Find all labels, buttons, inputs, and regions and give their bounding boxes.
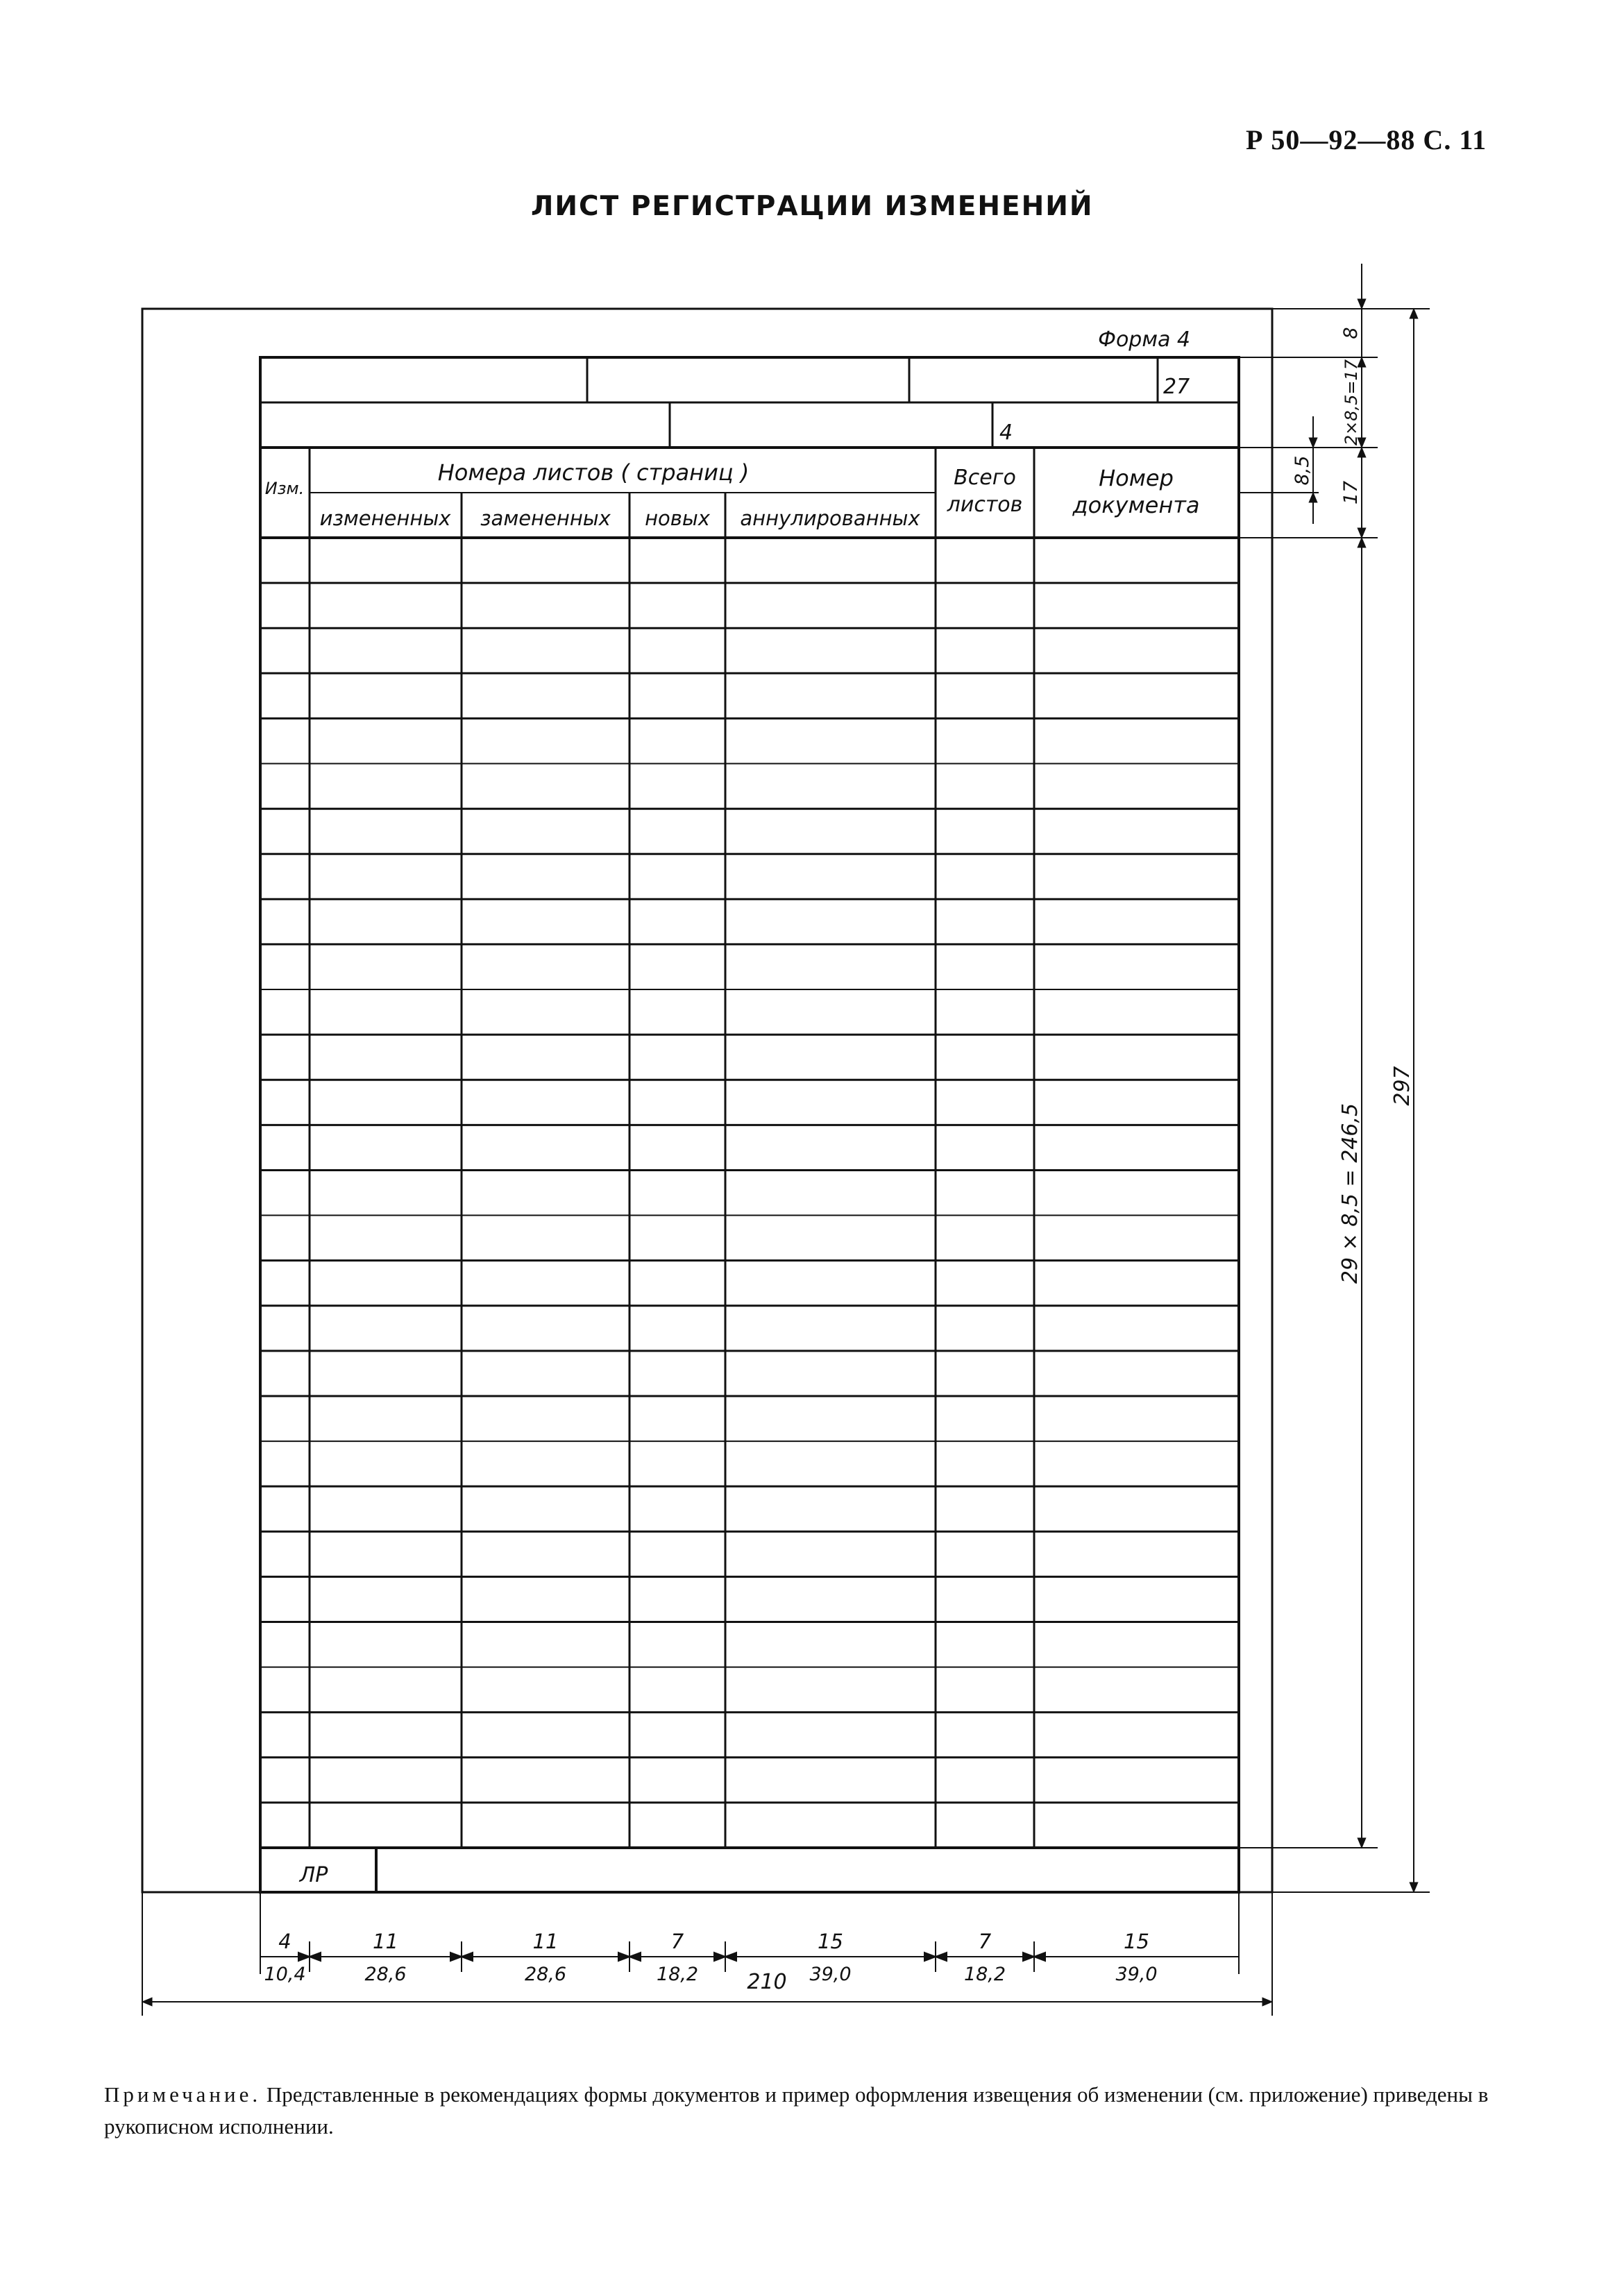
top-row-number: 27 <box>1163 375 1190 399</box>
header-replaced: замененных <box>480 507 611 530</box>
dim-top-8: 8 <box>1340 327 1362 339</box>
dim-total-297: 297 <box>1390 1066 1414 1106</box>
column-width-scaled: 28,6 <box>364 1964 407 1985</box>
column-width-scaled: 39,0 <box>809 1964 852 1985</box>
column-width-mm: 11 <box>373 1930 398 1953</box>
bottom-dimensions <box>142 1892 1272 2016</box>
header-sheet-numbers-group: Номера листов ( страниц ) <box>437 459 750 486</box>
header-doc-line1: Номер <box>1099 465 1174 491</box>
dim-total-210: 210 <box>747 1970 787 1994</box>
form-label: Форма 4 <box>1098 328 1190 352</box>
dim-body: 29 × 8,5 = 246,5 <box>1338 1103 1362 1284</box>
header-total-line1: Всего <box>954 466 1016 490</box>
footer-label: ЛР <box>299 1863 328 1887</box>
header-new: новых <box>645 507 710 530</box>
bottom-ticks <box>260 1941 1239 1972</box>
column-width-mm: 15 <box>1124 1930 1149 1953</box>
column-width-mm: 7 <box>978 1930 992 1953</box>
header-total-line2: листов <box>947 493 1023 517</box>
footnote-label: Примечание. <box>104 2082 262 2107</box>
table-rows <box>260 583 1239 1803</box>
header-izm: Изм. <box>264 479 305 498</box>
column-width-mm: 4 <box>278 1930 291 1953</box>
dim-header-rows: 2×8,5=17 <box>1342 359 1361 446</box>
column-width-scaled: 28,6 <box>524 1964 567 1985</box>
footnote-text: Представленные в рекомендациях формы документов и пример оформления извещения об изменении (см. приложение) приведены в рукописном исполнении. <box>104 2082 1489 2138</box>
header-doc-line2: документа <box>1072 492 1200 518</box>
bottom-dimension-labels <box>264 1930 1157 1994</box>
second-row-number: 4 <box>999 420 1013 445</box>
column-width-mm: 7 <box>670 1930 684 1953</box>
dim-header-17: 17 <box>1340 480 1362 505</box>
column-width-scaled: 39,0 <box>1115 1964 1158 1985</box>
column-width-mm: 11 <box>532 1930 559 1953</box>
column-width-scaled: 18,2 <box>963 1964 1006 1985</box>
footnote <box>104 2079 1534 2143</box>
header-changed: измененных <box>319 507 451 530</box>
column-width-scaled: 10,4 <box>264 1964 306 1985</box>
dim-row-height: 8,5 <box>1292 455 1313 486</box>
form-table <box>260 357 1239 1892</box>
header-annulled: аннулированных <box>740 507 920 530</box>
page-title: ЛИСТ РЕГИСТРАЦИИ ИЗМЕНЕНИЙ <box>531 191 1094 222</box>
column-width-mm: 15 <box>818 1930 843 1953</box>
table-text <box>265 328 1200 1887</box>
column-width-scaled: 18,2 <box>656 1964 699 1985</box>
sheet-frame <box>142 309 1272 1892</box>
right-dimension-labels <box>1292 327 1414 1284</box>
page-number: Р 50—92—88 С. 11 <box>1246 124 1487 155</box>
